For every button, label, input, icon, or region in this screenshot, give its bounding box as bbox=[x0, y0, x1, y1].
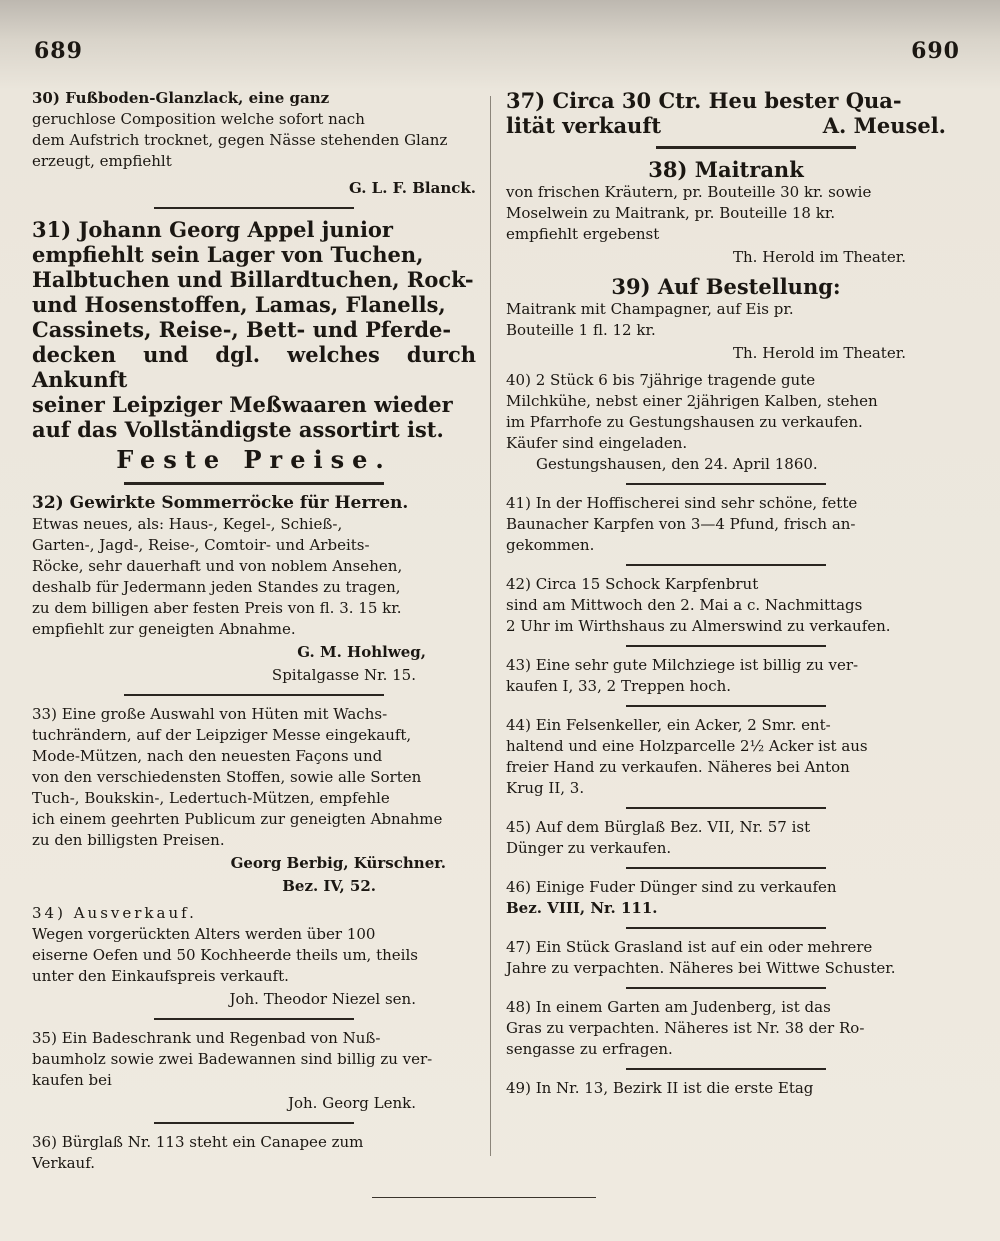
ad-line: 46) Einige Fuder Dünger sind zu verkaufen bbox=[506, 878, 837, 896]
ad-line: erzeugt, empfiehlt bbox=[32, 152, 172, 170]
ad-line: Gras zu verpachten. Näheres ist Nr. 38 der Ro- bbox=[506, 1019, 865, 1037]
ad-37 bbox=[506, 88, 946, 138]
ad-line: von frischen Kräutern, pr. Bouteille 30 kr. sowie bbox=[506, 183, 872, 201]
ad-line: sengasse zu erfragen. bbox=[506, 1040, 673, 1058]
ad-line: 30) Fußboden-Glanzlack, eine ganz bbox=[32, 89, 330, 107]
ad-47 bbox=[506, 937, 946, 979]
ad-line: und Hosenstoffen, Lamas, Flanells, bbox=[32, 292, 446, 317]
fixed-prices-banner: Feste Preise. bbox=[116, 445, 392, 474]
page-number-left: 689 bbox=[34, 38, 83, 64]
ad-41 bbox=[506, 493, 946, 556]
separator-rule bbox=[626, 987, 826, 989]
separator-rule bbox=[626, 927, 826, 929]
footer-rule bbox=[372, 1197, 596, 1198]
ad-line: Bouteille 1 fl. 12 kr. bbox=[506, 321, 656, 339]
ad-line: Jahre zu verpachten. Näheres bei Wittwe Schuster. bbox=[506, 959, 896, 977]
ad-line: Maitrank mit Champagner, auf Eis pr. bbox=[506, 300, 794, 318]
ad-address: Spitalgasse Nr. 15. bbox=[271, 666, 416, 684]
ad-signature: G. L. F. Blanck. bbox=[348, 179, 476, 197]
ad-line: 47) Ein Stück Grasland ist auf ein oder mehrere bbox=[506, 938, 873, 956]
ad-line: geruchlose Composition welche sofort nach bbox=[32, 110, 365, 128]
ad-line: 45) Auf dem Bürglaß Bez. VII, Nr. 57 ist bbox=[506, 818, 811, 836]
separator-rule bbox=[154, 1018, 354, 1020]
ad-signature: G. M. Hohlweg, bbox=[297, 643, 426, 661]
column-divider bbox=[490, 96, 491, 1156]
ad-line: Gestungshausen, den 24. April 1860. bbox=[536, 455, 818, 473]
ad-heading: 32) Gewirkte Sommerröcke für Herren. bbox=[32, 493, 409, 513]
ad-signature: Joh. Theodor Niezel sen. bbox=[229, 990, 416, 1008]
right-column bbox=[506, 88, 946, 1099]
ad-line: Mode-Mützen, nach den neuesten Façons und bbox=[32, 747, 383, 765]
ad-line: empfiehlt ergebenst bbox=[506, 225, 660, 243]
ad-heading: 31) Johann Georg Appel junior bbox=[32, 217, 393, 242]
page-number-right: 690 bbox=[911, 38, 960, 64]
ad-line: 2 Uhr im Wirthshaus zu Almerswind zu verkaufen. bbox=[506, 617, 891, 635]
ad-line: auf das Vollständigste assortirt ist. bbox=[32, 417, 444, 442]
separator-rule bbox=[626, 1068, 826, 1070]
ad-signature: Th. Herold im Theater. bbox=[733, 248, 906, 266]
ad-45 bbox=[506, 817, 946, 859]
ad-44 bbox=[506, 715, 946, 799]
separator-rule bbox=[626, 564, 826, 566]
ad-30 bbox=[32, 88, 476, 199]
ad-line: deshalb für Jedermann jeden Standes zu tragen, bbox=[32, 578, 401, 596]
ad-signature: A. Meusel. bbox=[822, 113, 946, 138]
ad-line: 44) Ein Felsenkeller, ein Acker, 2 Smr. ent- bbox=[506, 716, 831, 734]
ad-line: Dünger zu verkaufen. bbox=[506, 839, 672, 857]
ad-line: baumholz sowie zwei Badewannen sind billig zu ver- bbox=[32, 1050, 433, 1068]
separator-rule bbox=[626, 645, 826, 647]
ad-line: 40) 2 Stück 6 bis 7jährige tragende gute bbox=[506, 371, 816, 389]
ad-line: Etwas neues, als: Haus-, Kegel-, Schieß-, bbox=[32, 515, 343, 533]
ad-line: Krug II, 3. bbox=[506, 779, 585, 797]
ad-line: decken und dgl. welches durch Ankunft bbox=[32, 342, 476, 392]
separator-rule bbox=[154, 207, 354, 209]
ad-line: 41) In der Hoffischerei sind sehr schöne, fette bbox=[506, 494, 858, 512]
ad-heading: 39) Auf Bestellung: bbox=[611, 274, 841, 299]
ad-line: Moselwein zu Maitrank, pr. Bouteille 18 kr. bbox=[506, 204, 836, 222]
ad-line: freier Hand zu verkaufen. Näheres bei Anton bbox=[506, 758, 850, 776]
ad-line: Verkauf. bbox=[32, 1154, 95, 1172]
ad-line: empfiehlt sein Lager von Tuchen, bbox=[32, 242, 424, 267]
ad-line: 43) Eine sehr gute Milchziege ist billig zu ver- bbox=[506, 656, 859, 674]
ad-line: unter den Einkaufspreis verkauft. bbox=[32, 967, 289, 985]
ad-line: 36) Bürglaß Nr. 113 steht ein Canapee zum bbox=[32, 1133, 364, 1151]
ad-signature: Georg Berbig, Kürschner. bbox=[230, 854, 446, 872]
ad-heading: 34) Ausverkauf. bbox=[32, 904, 197, 922]
ad-line: kaufen bei bbox=[32, 1071, 112, 1089]
ad-line: Käufer sind eingeladen. bbox=[506, 434, 688, 452]
ad-40 bbox=[506, 370, 946, 475]
ad-line: Röcke, sehr dauerhaft und von noblem Ansehen, bbox=[32, 557, 403, 575]
separator-rule bbox=[124, 482, 384, 485]
ad-signature: Th. Herold im Theater. bbox=[733, 344, 906, 362]
ad-line: kaufen I, 33, 2 Treppen hoch. bbox=[506, 677, 732, 695]
ad-line: 33) Eine große Auswahl von Hüten mit Wachs- bbox=[32, 705, 388, 723]
separator-rule bbox=[626, 867, 826, 869]
ad-46 bbox=[506, 877, 946, 919]
ad-line: haltend und eine Holzparcelle 2½ Acker ist aus bbox=[506, 737, 868, 755]
ad-signature: Joh. Georg Lenk. bbox=[287, 1094, 416, 1112]
ad-line: lität verkauft bbox=[506, 113, 662, 138]
ad-line: zu dem billigen aber festen Preis von fl. 3. 15 kr. bbox=[32, 599, 402, 617]
ad-32 bbox=[32, 493, 476, 686]
ad-line: Garten-, Jagd-, Reise-, Comtoir- und Arbeits- bbox=[32, 536, 370, 554]
ad-line: Bez. VIII, Nr. 111. bbox=[506, 899, 658, 917]
ad-line: zu den billigsten Preisen. bbox=[32, 831, 225, 849]
ad-line: Baunacher Karpfen von 3—4 Pfund, frisch an- bbox=[506, 515, 856, 533]
ad-48 bbox=[506, 997, 946, 1060]
ad-line: 42) Circa 15 Schock Karpfenbrut bbox=[506, 575, 759, 593]
separator-rule bbox=[626, 807, 826, 809]
ad-43 bbox=[506, 655, 946, 697]
ad-36 bbox=[32, 1132, 476, 1174]
ad-37-line2 bbox=[506, 113, 946, 138]
separator-rule bbox=[656, 146, 856, 149]
ad-line: empfiehlt zur geneigten Abnahme. bbox=[32, 620, 296, 638]
ad-line: 48) In einem Garten am Judenberg, ist das bbox=[506, 998, 831, 1016]
separator-rule bbox=[626, 705, 826, 707]
separator-rule bbox=[124, 694, 384, 696]
separator-rule bbox=[626, 483, 826, 485]
ad-line: Tuch-, Boukskin-, Ledertuch-Mützen, empfehle bbox=[32, 789, 390, 807]
ad-38 bbox=[506, 157, 946, 268]
ad-heading: 37) Circa 30 Ctr. Heu bester Qua- bbox=[506, 88, 902, 113]
ad-address: Bez. IV, 52. bbox=[282, 877, 376, 895]
ad-line: Cassinets, Reise-, Bett- und Pferde- bbox=[32, 317, 452, 342]
ad-35 bbox=[32, 1028, 476, 1114]
ad-42 bbox=[506, 574, 946, 637]
ad-line: 49) In Nr. 13, Bezirk II ist die erste Etag bbox=[506, 1079, 814, 1097]
ad-line: dem Aufstrich trocknet, gegen Nässe stehenden Glanz bbox=[32, 131, 448, 149]
left-column bbox=[32, 88, 476, 1174]
ad-line: im Pfarrhofe zu Gestungshausen zu verkaufen. bbox=[506, 413, 863, 431]
ad-line: seiner Leipziger Meßwaaren wieder bbox=[32, 392, 453, 417]
ad-39 bbox=[506, 274, 946, 364]
ad-line: Halbtuchen und Billardtuchen, Rock- bbox=[32, 267, 474, 292]
ad-31 bbox=[32, 217, 476, 474]
ad-line: 35) Ein Badeschrank und Regenbad von Nuß- bbox=[32, 1029, 381, 1047]
separator-rule bbox=[154, 1122, 354, 1124]
ad-49 bbox=[506, 1078, 946, 1099]
ad-33 bbox=[32, 704, 476, 897]
ad-heading: 38) Maitrank bbox=[648, 157, 804, 182]
ad-line: sind am Mittwoch den 2. Mai a c. Nachmittags bbox=[506, 596, 863, 614]
ad-line: Milchkühe, nebst einer 2jährigen Kalben, stehen bbox=[506, 392, 878, 410]
ad-line: gekommen. bbox=[506, 536, 595, 554]
ad-34 bbox=[32, 903, 476, 1010]
ad-line: tuchrändern, auf der Leipziger Messe eingekauft, bbox=[32, 726, 412, 744]
ad-line: Wegen vorgerückten Alters werden über 100 bbox=[32, 925, 376, 943]
ad-line: eiserne Oefen und 50 Kochheerde theils um, theils bbox=[32, 946, 418, 964]
ad-line: von den verschiedensten Stoffen, sowie alle Sorten bbox=[32, 768, 422, 786]
ad-line: ich einem geehrten Publicum zur geneigten Abnahme bbox=[32, 810, 443, 828]
